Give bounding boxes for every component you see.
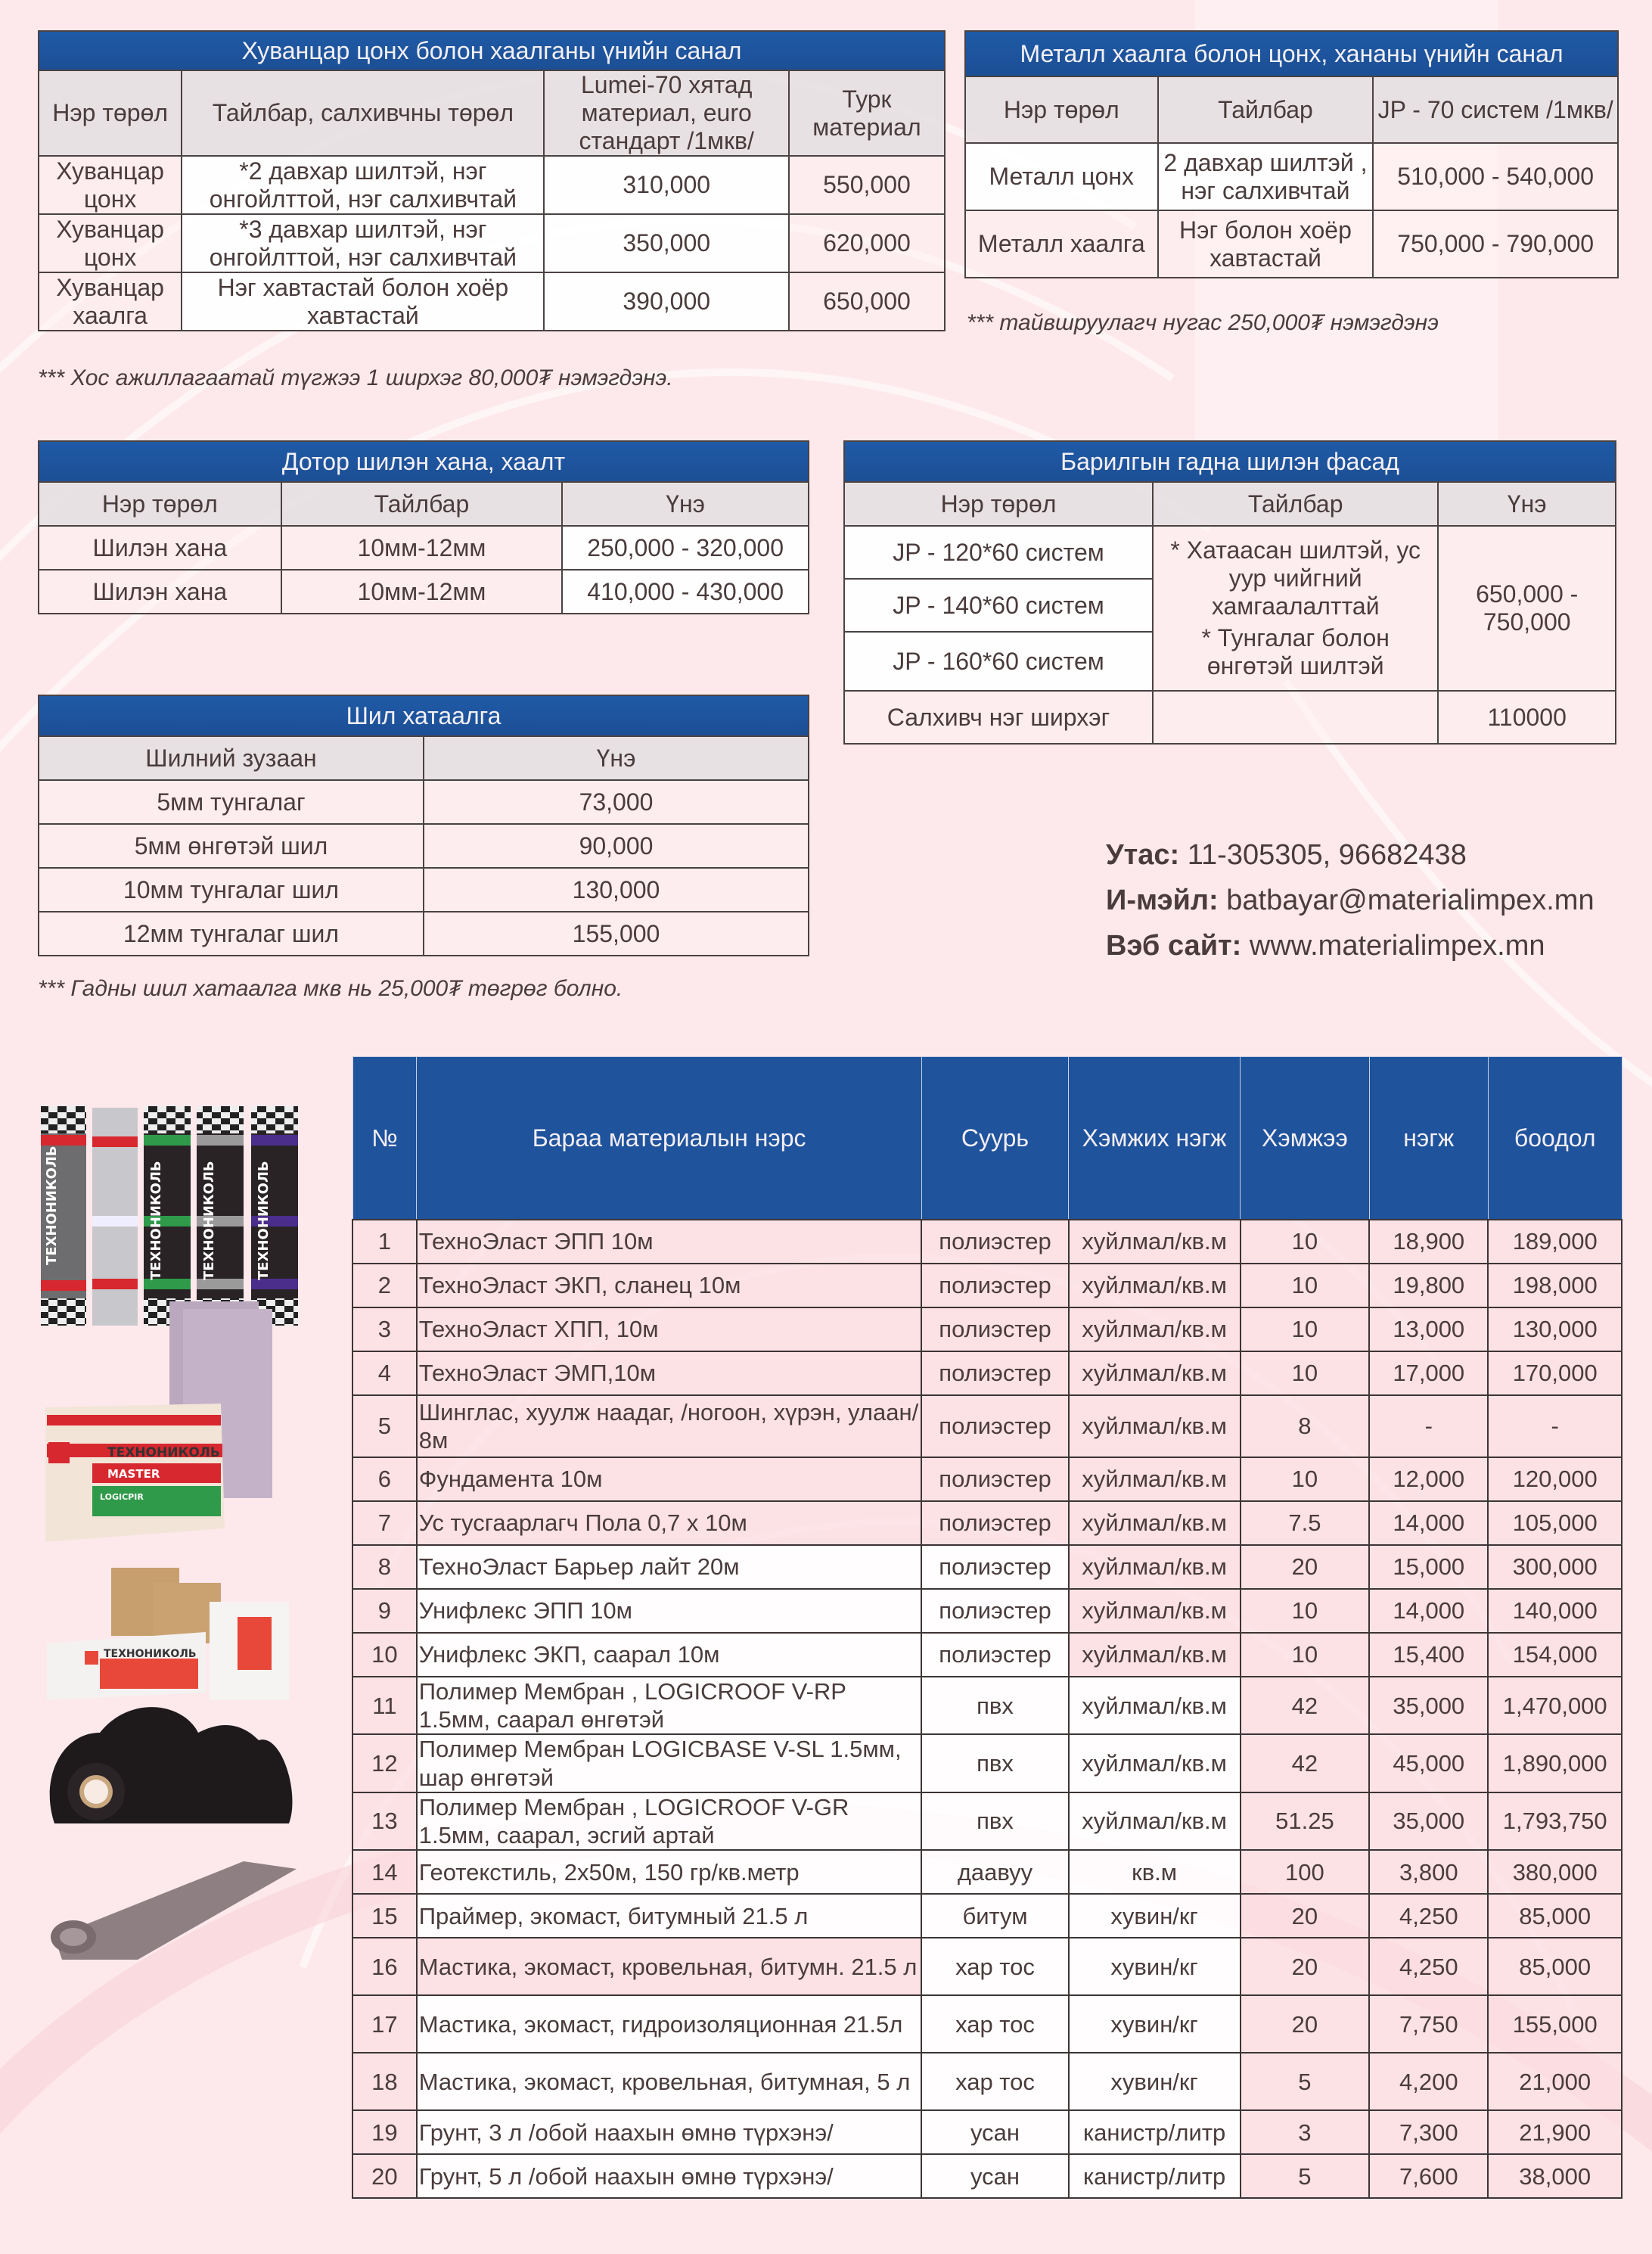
cell-base: полиэстер (921, 1589, 1068, 1633)
pvc-membrane-roll-image (39, 1702, 297, 1827)
glass-wall-header-name: Нэр төрөл (39, 482, 281, 526)
cell-no: 20 (352, 2154, 417, 2198)
svg-text:ТЕХНОНИКОЛЬ: ТЕХНОНИКОЛЬ (256, 1161, 272, 1280)
phone-label: Утас: (1106, 839, 1180, 871)
cell-qty: 5 (1241, 2053, 1369, 2110)
table-row (352, 1457, 1622, 1501)
materials-header-row (352, 1057, 1622, 1220)
cell-name: Праймер, экомаст, битумный 21.5 л (417, 1894, 922, 1938)
cell-base: пвх (921, 1792, 1068, 1850)
cell-name: ТехноЭласт ЭМП,10м (417, 1351, 922, 1395)
cell-no: 12 (352, 1734, 417, 1792)
glass-note: *** Гадны шил хатаалга мкв нь 25,000₮ төгрөг болно. (38, 976, 623, 1001)
contact-web (1106, 923, 1595, 968)
cell-no: 1 (352, 1220, 417, 1264)
cell-price: 510,000 - 540,000 (1373, 143, 1618, 210)
cell-name: 5мм тунгалаг (39, 780, 424, 824)
cell-no: 19 (352, 2110, 417, 2154)
cell-pack: 21,000 (1488, 2053, 1622, 2110)
cell-unit: хуйлмал/кв.м (1069, 1792, 1241, 1850)
cell-name: Шинглас, хуулж наадаг, /ногоон, хүрэн, улаан/ 8м (417, 1395, 922, 1457)
cell-qty: 51.25 (1241, 1792, 1369, 1850)
svg-text:ТЕХНОНИКОЛЬ: ТЕХНОНИКОЛЬ (201, 1161, 217, 1280)
facade-header-desc: Тайлбар (1153, 482, 1438, 526)
table-row (39, 570, 809, 614)
table-row (39, 912, 809, 956)
table-row (39, 156, 945, 214)
cell-name: Хуванцар цонх (39, 214, 182, 272)
table-row (844, 526, 1616, 579)
svg-text:ТЕХНОНИКОЛЬ: ТЕХНОНИКОЛЬ (148, 1161, 164, 1280)
cell-name: Ус тусгаарлагч Пола 0,7 х 10м (417, 1501, 922, 1545)
cell-unit: хуйлмал/кв.м (1069, 1734, 1241, 1792)
cell-name: Мастика, экомаст, кровельная, битумн. 21.5 л (417, 1938, 922, 1995)
cell-empty (1153, 691, 1438, 744)
header-base: Суурь (921, 1057, 1068, 1220)
cell-no: 7 (352, 1501, 417, 1545)
table-row (352, 1633, 1622, 1677)
cell-name: 10мм тунгалаг шил (39, 868, 424, 912)
cell-base: пвх (921, 1734, 1068, 1792)
cell-unit-price: 19,800 (1369, 1264, 1488, 1307)
facade-header-price: Үнэ (1438, 482, 1616, 526)
cell-qty: 20 (1241, 1938, 1369, 1995)
cell-unit-price: 18,900 (1369, 1220, 1488, 1264)
cell-unit-price: 14,000 (1369, 1589, 1488, 1633)
table-row (39, 780, 809, 824)
table-row (352, 1351, 1622, 1395)
cell-qty: 3 (1241, 2110, 1369, 2154)
cell-unit: кв.м (1069, 1850, 1241, 1894)
table-row (352, 1264, 1622, 1307)
cell-no: 5 (352, 1395, 417, 1457)
cell-base: полиэстер (921, 1457, 1068, 1501)
cell-no: 17 (352, 1995, 417, 2053)
cell-base: битум (921, 1894, 1068, 1938)
cell-name: Грунт, 5 л /обой наахын өмнө түрхэнэ/ (417, 2154, 922, 2198)
table-row (39, 526, 809, 570)
pvc-price-table (38, 30, 946, 331)
cell-vent-name: Салхивч нэг ширхэг (844, 691, 1153, 744)
table-row (39, 214, 945, 272)
cell-desc: Нэг хавтастай болон хоёр хавтастай (182, 272, 544, 331)
cell-unit-price: 3,800 (1369, 1850, 1488, 1894)
cell-qty: 42 (1241, 1734, 1369, 1792)
cell-qty: 10 (1241, 1264, 1369, 1307)
box-product-text: LOGICPIR (100, 1492, 144, 1502)
glass-wall-title: Дотор шилэн хана, хаалт (39, 441, 809, 482)
cell-unit-price: 35,000 (1369, 1677, 1488, 1734)
cell-qty: 5 (1241, 2154, 1369, 2198)
email-label: И-мэйл: (1106, 885, 1219, 916)
glass-wall-header-price: Үнэ (562, 482, 809, 526)
cell-no: 14 (352, 1850, 417, 1894)
cell-pack: 130,000 (1488, 1307, 1622, 1351)
cell-base: пвх (921, 1677, 1068, 1734)
cell-name: Полимер Мембран LOGICBASE V-SL 1.5мм, шар өнгөтэй (417, 1734, 922, 1792)
cell-unit-price: - (1369, 1395, 1488, 1457)
table-row (352, 1734, 1622, 1792)
cell-pack: 38,000 (1488, 2154, 1622, 2198)
cell-unit-price: 7,300 (1369, 2110, 1488, 2154)
cell-price: 130,000 (424, 868, 809, 912)
cell-unit-price: 15,400 (1369, 1633, 1488, 1677)
pir-board-image (39, 1301, 289, 1551)
cell-base: даавуу (921, 1850, 1068, 1894)
cell-unit: хувин/кг (1069, 1894, 1241, 1938)
roll-4 (197, 1106, 244, 1326)
table-row (39, 824, 809, 868)
cell-name: Унифлекс ЭКП, саарал 10м (417, 1633, 922, 1677)
cell-name: Хуванцар хаалга (39, 272, 182, 331)
cell-desc: 10мм-12мм (281, 526, 563, 570)
cell-unit: хуйлмал/кв.м (1069, 1501, 1241, 1545)
facade-title: Барилгын гадна шилэн фасад (844, 441, 1616, 482)
cell-pack: 1,793,750 (1488, 1792, 1622, 1850)
cell-qty: 10 (1241, 1220, 1369, 1264)
cell-pack: 21,900 (1488, 2110, 1622, 2154)
cell-price: 750,000 - 790,000 (1373, 210, 1618, 278)
cell-desc (1153, 526, 1438, 691)
table-row (352, 2053, 1622, 2110)
cell-qty: 20 (1241, 1545, 1369, 1589)
cell-no: 3 (352, 1307, 417, 1351)
cell-pack: 105,000 (1488, 1501, 1622, 1545)
cell-qty: 20 (1241, 1894, 1369, 1938)
cell-pack: 154,000 (1488, 1633, 1622, 1677)
cell-base: усан (921, 2110, 1068, 2154)
cell-base: полиэстер (921, 1545, 1068, 1589)
cell-pack: 120,000 (1488, 1457, 1622, 1501)
cell-name: ТехноЭласт ЭКП, сланец 10м (417, 1264, 922, 1307)
cell-qty: 20 (1241, 1995, 1369, 2053)
contact-block (1106, 832, 1595, 968)
glass-wall-table (38, 440, 809, 614)
cell-unit: хуйлмал/кв.м (1069, 1589, 1241, 1633)
wool-brand-text: ТЕХНОНИКОЛЬ (104, 1648, 197, 1660)
table-row (352, 1850, 1622, 1894)
cell-unit-price: 14,000 (1369, 1501, 1488, 1545)
table-row (352, 2110, 1622, 2154)
cell-name: ТехноЭласт ЭПП 10м (417, 1220, 922, 1264)
cell-name: Полимер Мембран , LOGICROOF V-RP 1.5мм, саарал өнгөтэй (417, 1677, 922, 1734)
facade-desc-2: * Тунгалаг болон өнгөтэй шилтэй (1201, 624, 1390, 680)
cell-base: хар тос (921, 1995, 1068, 2053)
table-row (352, 1589, 1622, 1633)
cell-name: 12мм тунгалаг шил (39, 912, 424, 956)
cell-no: 11 (352, 1677, 417, 1734)
cell-name: Металл цонх (965, 143, 1158, 210)
metal-header-desc: Тайлбар (1158, 76, 1374, 143)
cell-unit: хуйлмал/кв.м (1069, 1457, 1241, 1501)
cell-pack: 170,000 (1488, 1351, 1622, 1395)
cell-pack: 189,000 (1488, 1220, 1622, 1264)
cell-name: Мастика, экомаст, кровельная, битумная, 5 л (417, 2053, 922, 2110)
table-row (352, 1545, 1622, 1589)
table-row (965, 143, 1618, 210)
cell-price-turk: 550,000 (789, 156, 945, 214)
roll-brand-text: ТЕХНОНИКОЛЬ (44, 1146, 60, 1265)
glass-table-title: Шил хатаалга (39, 695, 809, 736)
cell-price: 90,000 (424, 824, 809, 868)
pvc-note: *** Хос ажиллагаатай түгжээ 1 ширхэг 80,000₮ нэмэгдэнэ. (38, 365, 673, 390)
roll-3 (144, 1106, 191, 1326)
cell-pack: 380,000 (1488, 1850, 1622, 1894)
cell-desc: 10мм-12мм (281, 570, 563, 614)
cell-system: JP - 140*60 систем (844, 579, 1153, 632)
cell-qty: 10 (1241, 1457, 1369, 1501)
table-row (352, 1995, 1622, 2053)
cell-base: полиэстер (921, 1395, 1068, 1457)
cell-base: полиэстер (921, 1351, 1068, 1395)
cell-pack: 85,000 (1488, 1938, 1622, 1995)
cell-unit-price: 13,000 (1369, 1307, 1488, 1351)
cell-unit: хуйлмал/кв.м (1069, 1220, 1241, 1264)
cell-unit-price: 4,250 (1369, 1938, 1488, 1995)
cell-name: ТехноЭласт ХПП, 10м (417, 1307, 922, 1351)
cell-qty: 8 (1241, 1395, 1369, 1457)
cell-name: ТехноЭласт Барьер лайт 20м (417, 1545, 922, 1589)
cell-base: полиэстер (921, 1307, 1068, 1351)
metal-header-price: JP - 70 систем /1мкв/ (1373, 76, 1618, 143)
cell-price-china: 390,000 (544, 272, 788, 331)
cell-price: 250,000 - 320,000 (562, 526, 809, 570)
pvc-header-china: Lumei-70 хятад материал, euro стандарт /1мкв/ (544, 70, 788, 156)
cell-price-turk: 620,000 (789, 214, 945, 272)
cell-name: Геотекстиль, 2х50м, 150 гр/кв.метр (417, 1850, 922, 1894)
table-row (352, 1307, 1622, 1351)
table-row (352, 1501, 1622, 1545)
cell-name: Хуванцар цонх (39, 156, 182, 214)
cell-qty: 100 (1241, 1850, 1369, 1894)
cell-base: полиэстер (921, 1264, 1068, 1307)
cell-pack: 198,000 (1488, 1264, 1622, 1307)
cell-desc: Нэг болон хоёр хавтастай (1158, 210, 1374, 278)
cell-unit: хувин/кг (1069, 2053, 1241, 2110)
materials-table (352, 1056, 1622, 2199)
contact-phone (1106, 832, 1595, 878)
cell-unit: хувин/кг (1069, 1938, 1241, 1995)
cell-qty: 10 (1241, 1351, 1369, 1395)
glass-header-price: Үнэ (424, 736, 809, 780)
cell-name: 5мм өнгөтэй шил (39, 824, 424, 868)
cell-system: JP - 160*60 систем (844, 632, 1153, 691)
header-unit: Хэмжих нэгж (1069, 1057, 1241, 1220)
cell-unit: хуйлмал/кв.м (1069, 1633, 1241, 1677)
facade-table (843, 440, 1616, 745)
cell-price: 410,000 - 430,000 (562, 570, 809, 614)
cell-unit: хуйлмал/кв.м (1069, 1545, 1241, 1589)
glass-header-thickness: Шилний зузаан (39, 736, 424, 780)
cell-no: 15 (352, 1894, 417, 1938)
cell-unit: хуйлмал/кв.м (1069, 1351, 1241, 1395)
cell-no: 8 (352, 1545, 417, 1589)
cell-no: 6 (352, 1457, 417, 1501)
facade-desc-1: * Хатаасан шилтэй, ус уур чийгний хамгаалалттай (1170, 536, 1421, 620)
table-row (352, 1395, 1622, 1457)
cell-price-china: 350,000 (544, 214, 788, 272)
cell-pack: 85,000 (1488, 1894, 1622, 1938)
cell-unit-price: 15,000 (1369, 1545, 1488, 1589)
metal-note: *** тайвшруулагч нугас 250,000₮ нэмэгдэнэ (967, 310, 1439, 335)
cell-pack: - (1488, 1395, 1622, 1457)
email-link[interactable]: batbayar@materialimpex.mn (1226, 885, 1595, 916)
header-qty: Хэмжээ (1241, 1057, 1369, 1220)
pvc-header-desc: Тайлбар, салхивчны төрөл (182, 70, 544, 156)
header-pack: боодол (1488, 1057, 1622, 1220)
cell-unit: хуйлмал/кв.м (1069, 1307, 1241, 1351)
mineral-wool-image (39, 1568, 297, 1704)
table-row (965, 210, 1618, 278)
header-unit-price: нэгж (1369, 1057, 1488, 1220)
box-line-text: MASTER (107, 1467, 160, 1481)
pvc-table-title: Хуванцар цонх болон хаалганы үнийн санал (39, 31, 945, 70)
cell-pack: 140,000 (1488, 1589, 1622, 1633)
table-row (844, 691, 1616, 744)
cell-pack: 1,890,000 (1488, 1734, 1622, 1792)
cell-unit: хуйлмал/кв.м (1069, 1264, 1241, 1307)
cell-price-turk: 650,000 (789, 272, 945, 331)
cell-base: полиэстер (921, 1633, 1068, 1677)
metal-table-title: Металл хаалга болон цонх, хананы үнийн санал (965, 31, 1618, 76)
web-label: Вэб сайт: (1106, 930, 1242, 962)
table-row (352, 1894, 1622, 1938)
cell-name: Грунт, 3 л /обой наахын өмнө түрхэнэ/ (417, 2110, 922, 2154)
header-name: Бараа материалын нэрс (417, 1057, 922, 1220)
cell-unit-price: 7,750 (1369, 1995, 1488, 2053)
cell-name: Мастика, экомаст, гидроизоляционная 21.5л (417, 1995, 922, 2053)
contact-email (1106, 878, 1595, 923)
cell-no: 2 (352, 1264, 417, 1307)
metal-price-table (964, 30, 1619, 278)
cell-desc: 2 давхар шилтэй , нэг салхивчтай (1158, 143, 1374, 210)
cell-no: 18 (352, 2053, 417, 2110)
table-row (352, 1792, 1622, 1850)
cell-name: Полимер Мембран , LOGICROOF V-GR 1.5мм, саарал, эсгий артай (417, 1792, 922, 1850)
cell-price: 650,000 - 750,000 (1438, 526, 1616, 691)
header-no: № (352, 1057, 417, 1220)
cell-base: полиэстер (921, 1220, 1068, 1264)
table-row (352, 1677, 1622, 1734)
cell-qty: 42 (1241, 1677, 1369, 1734)
cell-base: хар тос (921, 2053, 1068, 2110)
cell-unit-price: 17,000 (1369, 1351, 1488, 1395)
cell-pack: 1,470,000 (1488, 1677, 1622, 1734)
cell-price-china: 310,000 (544, 156, 788, 214)
cell-no: 10 (352, 1633, 417, 1677)
table-row (352, 1220, 1622, 1264)
table-row (39, 868, 809, 912)
pvc-header-turk: Турк материал (789, 70, 945, 156)
cell-name: Шилэн хана (39, 570, 281, 614)
geotextile-roll-image (39, 1839, 297, 1967)
cell-price: 73,000 (424, 780, 809, 824)
cell-qty: 10 (1241, 1633, 1369, 1677)
glass-wall-header-desc: Тайлбар (281, 482, 563, 526)
cell-no: 4 (352, 1351, 417, 1395)
cell-name: Металл хаалга (965, 210, 1158, 278)
cell-unit: хуйлмал/кв.м (1069, 1677, 1241, 1734)
pvc-header-name: Нэр төрөл (39, 70, 182, 156)
box-brand-text: ТЕХНОНИКОЛЬ (107, 1445, 220, 1460)
table-row (352, 1938, 1622, 1995)
cell-no: 13 (352, 1792, 417, 1850)
cell-base: полиэстер (921, 1501, 1068, 1545)
web-link[interactable]: www.materialimpex.mn (1249, 930, 1545, 962)
cell-base: хар тос (921, 1938, 1068, 1995)
cell-unit-price: 35,000 (1369, 1792, 1488, 1850)
cell-unit: хувин/кг (1069, 1995, 1241, 2053)
cell-system: JP - 120*60 систем (844, 526, 1153, 579)
cell-qty: 10 (1241, 1307, 1369, 1351)
cell-pack: 300,000 (1488, 1545, 1622, 1589)
cell-unit: хуйлмал/кв.м (1069, 1395, 1241, 1457)
cell-desc: *2 давхар шилтэй, нэг онгойлттой, нэг салхивчтай (182, 156, 544, 214)
cell-unit-price: 12,000 (1369, 1457, 1488, 1501)
cell-unit-price: 4,250 (1369, 1894, 1488, 1938)
cell-unit: канистр/литр (1069, 2110, 1241, 2154)
cell-vent-price: 110000 (1438, 691, 1616, 744)
cell-no: 9 (352, 1589, 417, 1633)
table-row (352, 2154, 1622, 2198)
facade-header-name: Нэр төрөл (844, 482, 1153, 526)
roll-5 (251, 1106, 298, 1326)
cell-name: Фундамента 10м (417, 1457, 922, 1501)
cell-name: Шилэн хана (39, 526, 281, 570)
cell-desc: *3 давхар шилтэй, нэг онгойлттой, нэг салхивчтай (182, 214, 544, 272)
phone-value: 11-305305, 96682438 (1187, 839, 1467, 871)
roll-2 (92, 1108, 138, 1326)
cell-unit: канистр/литр (1069, 2154, 1241, 2198)
glass-tempering-table (38, 695, 809, 956)
roll-1 (41, 1106, 86, 1326)
cell-no: 16 (352, 1938, 417, 1995)
cell-unit-price: 7,600 (1369, 2154, 1488, 2198)
cell-name: Унифлекс ЭПП 10м (417, 1589, 922, 1633)
metal-header-name: Нэр төрөл (965, 76, 1158, 143)
cell-unit-price: 4,200 (1369, 2053, 1488, 2110)
cell-price: 155,000 (424, 912, 809, 956)
cell-pack: 155,000 (1488, 1995, 1622, 2053)
cell-base: усан (921, 2154, 1068, 2198)
cell-qty: 7.5 (1241, 1501, 1369, 1545)
table-row (39, 272, 945, 331)
cell-qty: 10 (1241, 1589, 1369, 1633)
cell-unit-price: 45,000 (1369, 1734, 1488, 1792)
